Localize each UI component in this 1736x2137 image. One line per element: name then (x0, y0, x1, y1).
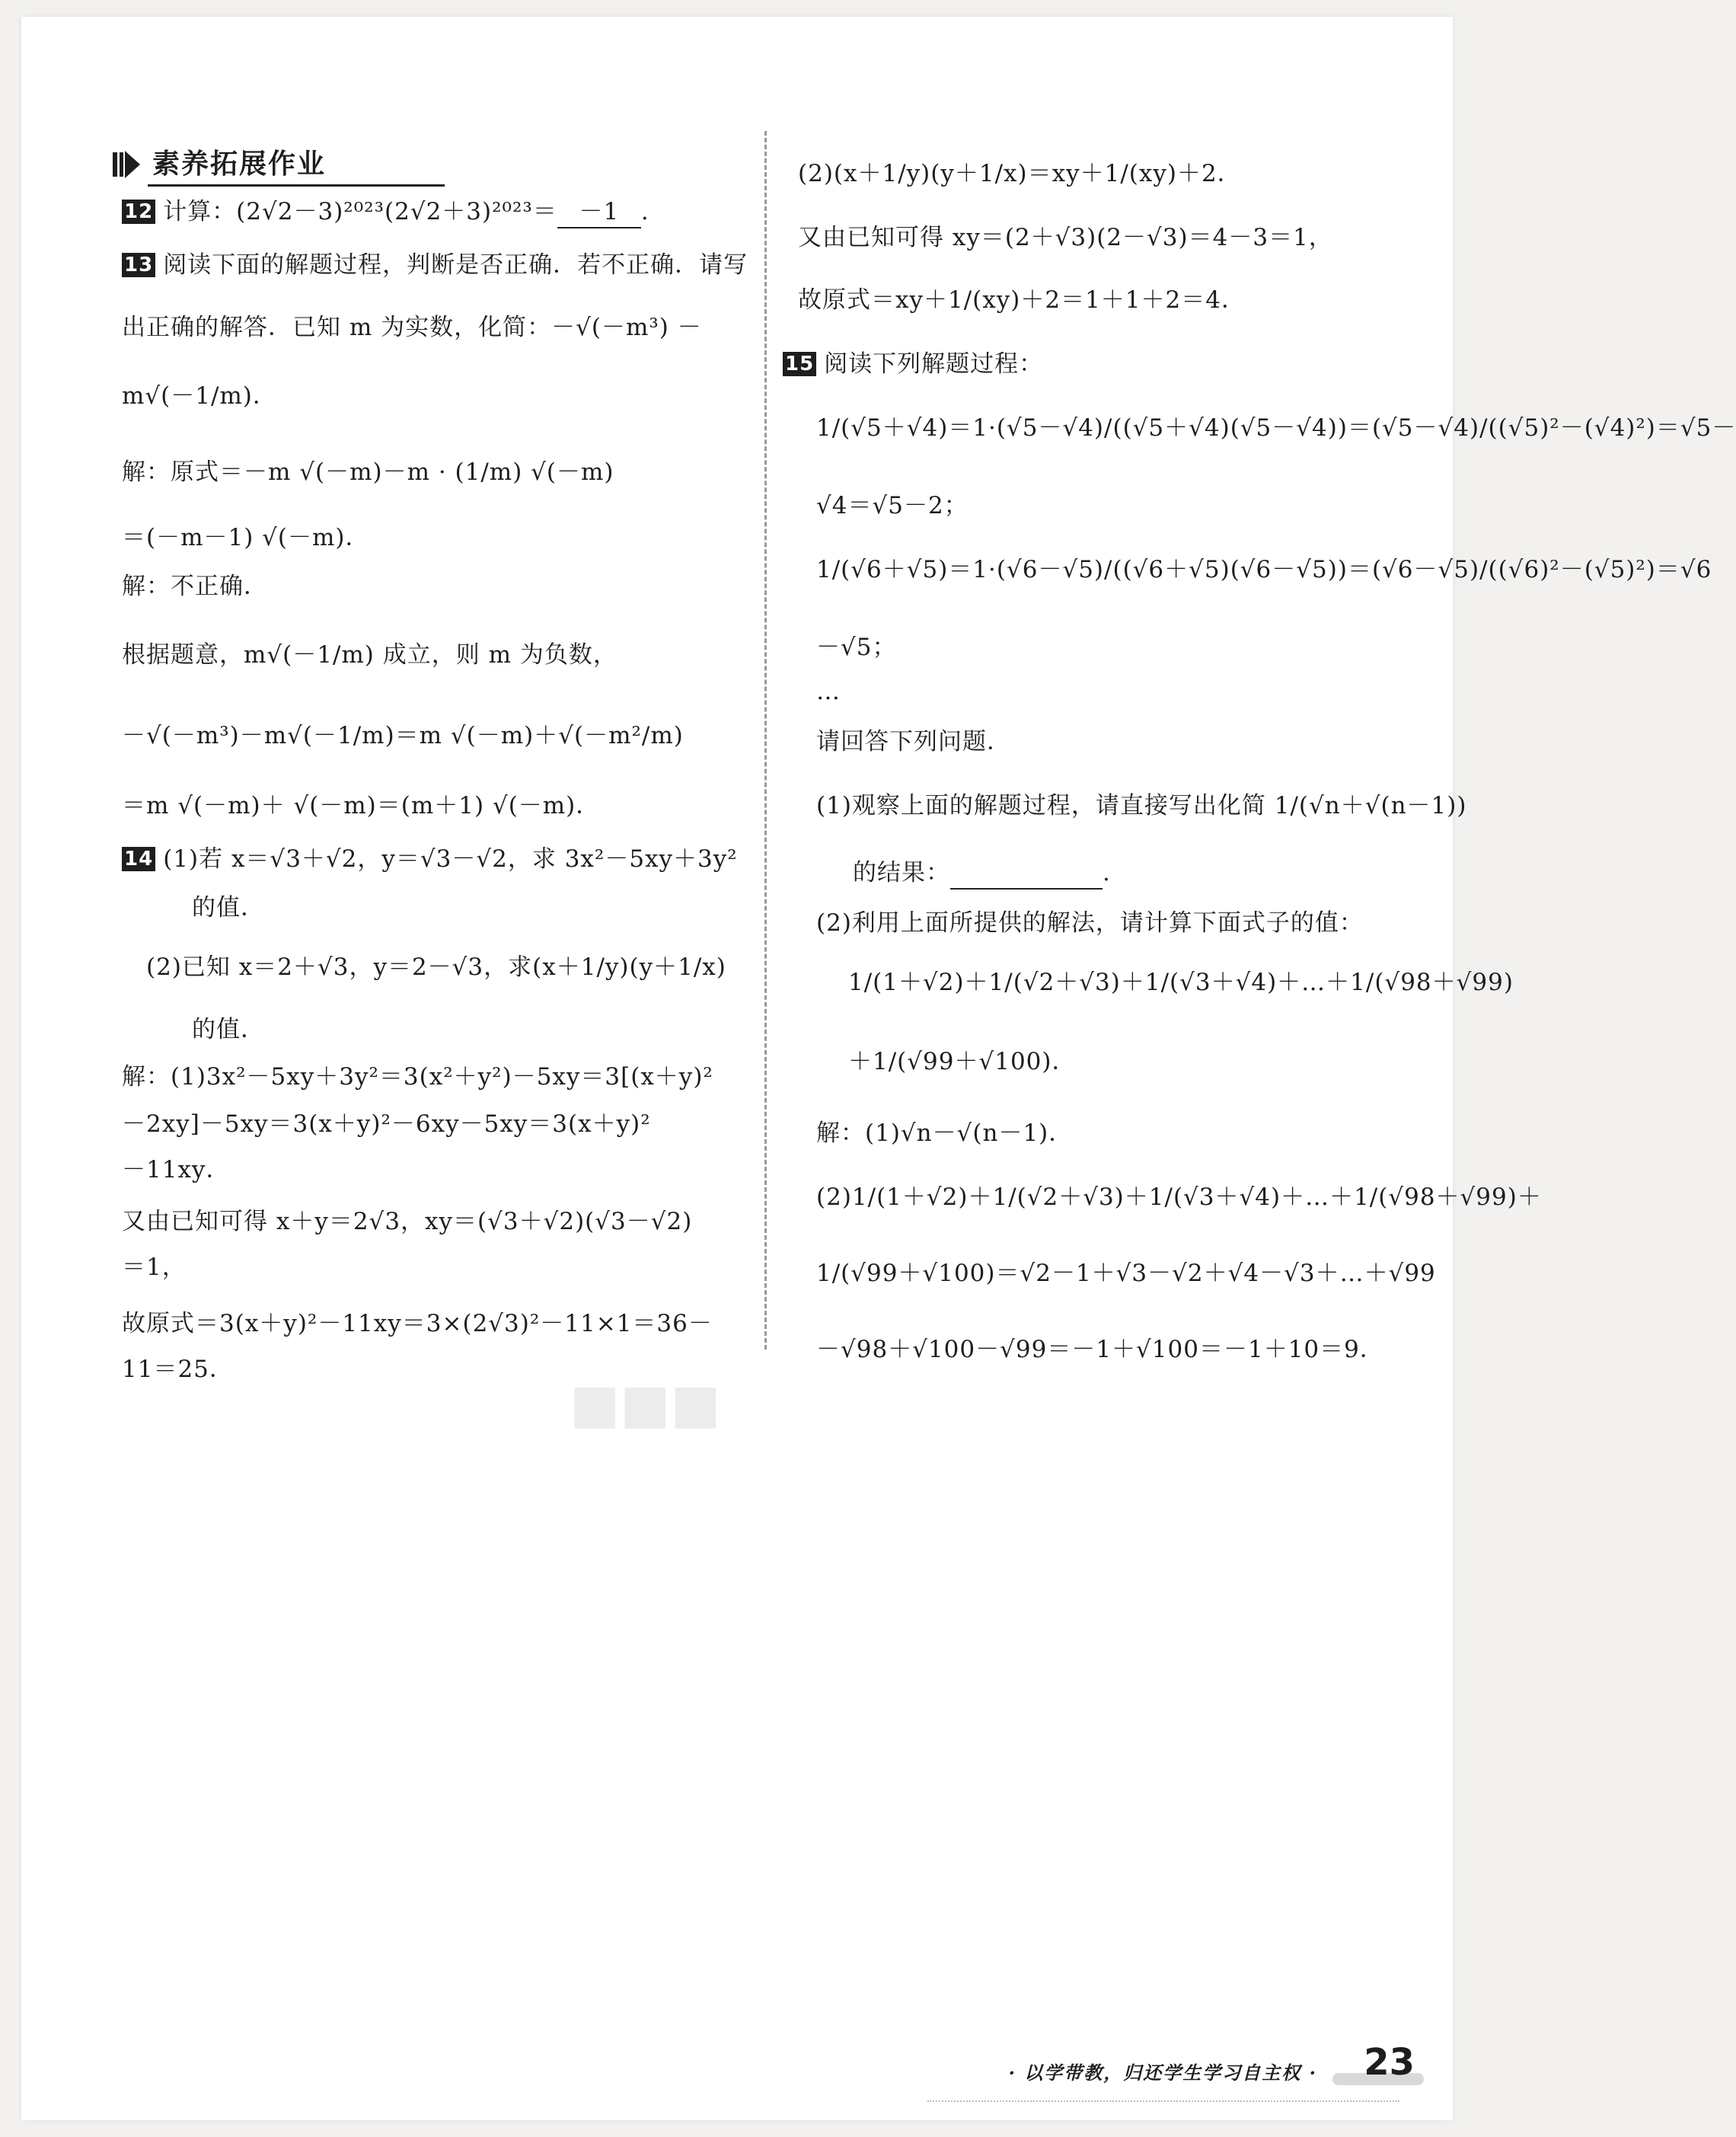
question-number: 14 (122, 847, 155, 871)
question-line: m√(－1/m)． (122, 382, 277, 410)
solution-line: －11xy． (122, 1156, 231, 1183)
solution-line: 1/(√99＋√100)＝√2－1＋√3－√2＋√4－√3＋…＋√99 (816, 1260, 1436, 1287)
arrow-icon (111, 148, 142, 181)
question-end: . (1103, 859, 1111, 886)
solution-line: (2)(x＋1/y)(y＋1/x)＝xy＋1/(xy)＋2． (798, 160, 1242, 187)
question-line: (1)观察上面的解题过程，请直接写出化简 1/(√n＋√(n－1)) (816, 792, 1467, 819)
question-line: 阅读下列解题过程： (824, 350, 1044, 378)
question-end: . (640, 198, 649, 225)
question-line: 请回答下列问题． (816, 728, 1011, 755)
solution-line: ＝m √(－m)＋ √(－m)＝(m＋1) √(－m)． (122, 792, 601, 819)
example-line: √4＝√5－2； (816, 492, 969, 519)
solution-line: －√98＋√100－√99＝－1＋√100＝－1＋10＝9． (816, 1336, 1384, 1363)
solution-line: (2)1/(1＋√2)＋1/(√2＋√3)＋1/(√3＋√4)＋…＋1/(√98＋√99)＋ (816, 1183, 1542, 1211)
solution-line: 11＝25． (122, 1356, 234, 1383)
question-15 (783, 349, 1043, 379)
solution-line: 故原式＝xy＋1/(xy)＋2＝1＋1＋2＝4． (798, 286, 1246, 314)
question-12 (122, 196, 649, 228)
expression-line: 1/(1＋√2)＋1/(√2＋√3)＋1/(√3＋√4)＋…＋1/(√98＋√99) (848, 969, 1514, 996)
example-line: 1/(√5＋√4)＝1·(√5－√4)/((√5＋√4)(√5－√4))＝(√5－√4)/((√5)²－(√4)²)＝√5－ (816, 414, 1736, 442)
question-number: 12 (122, 200, 155, 224)
question-line: (2)已知 x＝2＋√3，y＝2－√3，求(x＋1/y)(y＋1/x) (146, 954, 726, 981)
solution-line: ＝(－m－1) √(－m)． (122, 524, 370, 551)
question-text: 的结果： (853, 859, 950, 886)
question-line: (1)若 x＝√3＋√2，y＝√3－√2，求 3x²－5xy＋3y² (163, 845, 738, 873)
question-line: 的值． (192, 894, 265, 922)
question-line: 出正确的解答．已知 m 为实数，化简：－√(－m³) － (122, 314, 702, 341)
question-line: (2)利用上面所提供的解法，请计算下面式子的值： (816, 909, 1364, 937)
solution-line: ＝1， (122, 1254, 187, 1281)
question-line: 阅读下面的解题过程，判断是否正确．若不正确．请写 (163, 251, 748, 279)
question-number: 13 (122, 253, 155, 277)
question-line: 的值． (192, 1016, 265, 1043)
solution-line: 解：原式＝－m √(－m)－m · (1/m) √(－m) (122, 458, 614, 486)
solution-line: 故原式＝3(x＋y)²－11xy＝3×(2√3)²－11×1＝36－ (122, 1310, 713, 1337)
answer-blank (950, 858, 1103, 890)
example-line: －√5； (816, 634, 897, 661)
footer-rule (927, 2100, 1399, 2102)
section-header (111, 145, 362, 187)
expression-line: ＋1/(√99＋√100)． (848, 1048, 1077, 1075)
header-underline (148, 184, 445, 187)
solution-line: －2xy]－5xy＝3(x＋y)²－6xy－5xy＝3(x＋y)² (122, 1110, 651, 1138)
solution-line: 又由已知可得 x＋y＝2√3，xy＝(√3＋√2)(√3－√2) (122, 1208, 693, 1235)
page-sheet (21, 17, 1736, 2120)
solution-line: 根据题意，m√(－1/m) 成立，则 m 为负数， (122, 641, 617, 669)
page-number: 23 (1364, 2041, 1415, 2084)
example-line: 1/(√6＋√5)＝1·(√6－√5)/((√6＋√5)(√6－√5))＝(√6－√5)/((√6)²－(√5)²)＝√6 (816, 556, 1712, 583)
column-divider (764, 131, 767, 1350)
solution-line: －√(－m³)－m√(－1/m)＝m √(－m)＋√(－m²/m) (122, 722, 684, 749)
question-14 (122, 844, 738, 874)
answer-blank: －1 (557, 196, 641, 228)
solution-line: 又由已知可得 xy＝(2＋√3)(2－√3)＝4－3＝1， (798, 224, 1333, 251)
question-13 (122, 250, 748, 280)
section-title: 素养拓展作业 (152, 149, 327, 180)
footer-slogan: · 以学带教，归还学生学习自主权 · (1008, 2062, 1317, 2084)
bleed-through: ■■■ (570, 1372, 721, 1435)
solution-line: 解：(1)3x²－5xy＋3y²＝3(x²＋y²)－5xy＝3[(x＋y)² (122, 1063, 713, 1091)
question-text: 计算：(2√2－3)²⁰²³(2√2＋3)²⁰²³＝ (163, 198, 557, 225)
question-number: 15 (783, 352, 816, 376)
question-line (853, 858, 1111, 890)
ellipsis: … (816, 678, 841, 705)
solution-line: 解：(1)√n－√(n－1)． (816, 1120, 1074, 1147)
solution-line: 解：不正确． (122, 573, 268, 600)
